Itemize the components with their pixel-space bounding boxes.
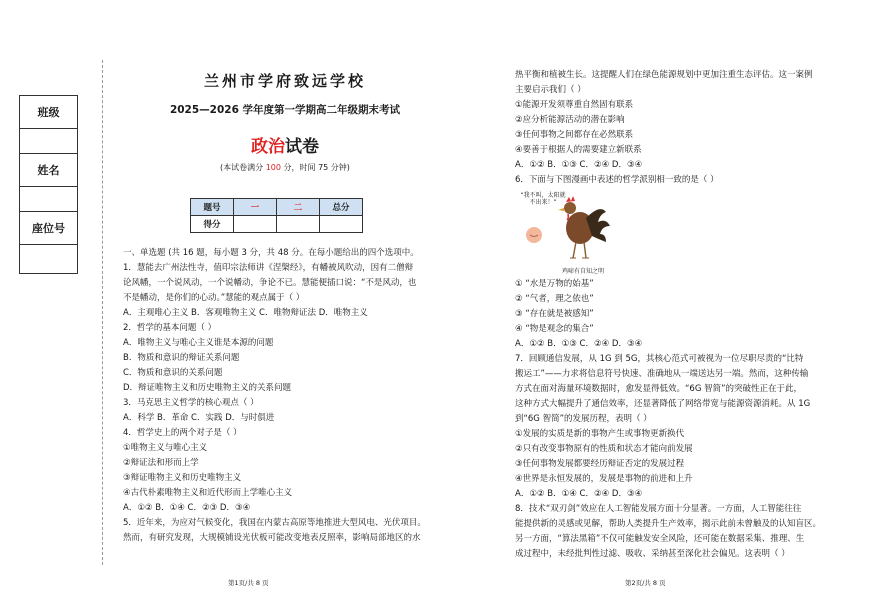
text-line: ②应分析能源活动的潜在影响 — [515, 115, 625, 125]
text-line: 搬运工”——力求将信息符号快速、准确地从一端送达另一端。然而，这种传输 — [515, 369, 809, 379]
text-line: ②只有改变事物原有的性质和状态才能向前发展 — [515, 444, 693, 454]
text-line: 7．回顾通信发展，从 1G 到 5G，其核心范式可被视为一位尽职尽责的“比特 — [515, 354, 804, 364]
binding-line — [102, 60, 103, 565]
seat-label: 座位号 — [20, 212, 77, 245]
text-line: ②辩证法和形而上学 — [123, 458, 199, 468]
sun-shape — [526, 227, 542, 243]
note-prefix: (本试卷满分 — [220, 163, 266, 172]
score-header-cell: 题号 — [191, 199, 234, 216]
text-line: 主要启示我们（ ） — [515, 85, 586, 95]
comic-caption: 鸡啼有自知之明 — [561, 268, 604, 275]
text-line: B．物质和意识的辩证关系问题 — [123, 353, 240, 363]
subject-title — [230, 132, 340, 157]
text-line: 4．哲学史上的两个对子是（ ） — [123, 428, 242, 438]
score-header-cell: 总分 — [320, 199, 363, 216]
text-line: 6．下面与下图漫画中表述的哲学派别相一致的是（ ） — [515, 175, 719, 185]
score-cell[interactable] — [277, 216, 320, 233]
note-suffix: 分，时间 75 分钟) — [281, 163, 350, 172]
text-line: A．主观唯心主义 B．客观唯物主义 C．唯物辩证法 D．唯物主义 — [123, 308, 368, 318]
score-row-label: 得分 — [191, 216, 234, 233]
text-line: 一、单选题 (共 16 题，每小题 3 分，共 48 分。在每小题给出的四个选项中。 — [123, 248, 419, 258]
subject-red: 政治 — [251, 137, 285, 157]
rooster-comic — [520, 190, 620, 275]
name-label: 姓名 — [20, 154, 77, 187]
text-line: 5．近年来，为应对气候变化，我国在内蒙古高原等地推进大型风电、光伏项目。 — [123, 518, 426, 528]
speech-bubble: “我不叫，太阳就不出来！” — [520, 192, 566, 206]
text-line: ④古代朴素唯物主义和近代形而上学唯心主义 — [123, 488, 293, 498]
left-column — [123, 246, 453, 546]
text-line: 另一方面，“算法黑箱”不仅可能触发安全风险，还可能在数据采集、推理、生 — [515, 534, 805, 544]
exam-note — [175, 162, 395, 173]
text-line: ② “气者，理之依也” — [515, 294, 594, 304]
name-field[interactable] — [20, 187, 77, 212]
text-line: 然而，有研究发现，大规模铺设光伏板可能改变地表反照率，影响局部地区的水 — [123, 533, 421, 543]
text-line: A．①② B．①③ C．②④ D．③④ — [515, 160, 643, 170]
text-line: ④世界是永恒发展的，发展是事物的前进和上升 — [515, 474, 693, 484]
text-line: A．科学 B．革命 C．实践 D．与时俱进 — [123, 413, 275, 423]
text-line: ③任何事物发展都要经历辩证否定的发展过程 — [515, 459, 685, 469]
exam-title: 2025—2026 学年度第一学期高二年级期末考试 — [169, 104, 401, 116]
text-line: ④ “物是观念的集合” — [515, 324, 594, 334]
class-field[interactable] — [20, 129, 77, 154]
score-cell[interactable] — [234, 216, 277, 233]
text-line: 2．哲学的基本问题（ ） — [123, 323, 217, 333]
text-line: A．①② B．①④ C．②③ D．③④ — [123, 503, 251, 513]
score-header-cell: 二 — [277, 199, 320, 216]
text-line: ④要善于根据人的需要建立新联系 — [515, 145, 642, 155]
text-line: 1．慧能去广州法性寺，值印宗法师讲《涅槃经》，有幡被风吹动，因有二僧辩 — [123, 263, 414, 273]
text-line: D．辩证唯物主义和历史唯物主义的关系问题 — [123, 383, 292, 393]
text-line: A．①② B．①③ C．②④ D．③④ — [515, 339, 643, 349]
text-line: 论风幡，一个说风动，一个说幡动，争论不已。慧能便插口说：“不是风动，也 — [123, 278, 417, 288]
text-line: ③辩证唯物主义和历史唯物主义 — [123, 473, 242, 483]
subject-black: 试卷 — [285, 137, 319, 157]
score-table — [190, 198, 363, 233]
text-line: 能提供新的灵感或见解，帮助人类提升生产效率，揭示此前未曾触及的认知盲区。 — [515, 519, 822, 529]
text-line: 3．马克思主义哲学的核心观点（ ） — [123, 398, 259, 408]
text-line: ①发展的实质是新的事物产生或事物更新换代 — [515, 429, 685, 439]
text-line: ③ “存在就是被感知” — [515, 309, 594, 319]
note-score: 100 — [265, 163, 281, 172]
text-line: ① “水是万物的始基” — [515, 279, 594, 289]
right-column-top — [515, 68, 855, 188]
student-info-box — [19, 95, 78, 274]
text-line: ①能源开发须尊重自然固有联系 — [515, 100, 634, 110]
text-line: 这种方式大幅提升了通信效率，还显著降低了网络带宽与能源资源消耗。从 1G — [515, 399, 811, 409]
text-line: 8．技术“双刃剑”效应在人工智能发展方面十分显著。一方面，人工智能往往 — [515, 504, 802, 514]
text-line: A．①② B．①④ C．②④ D．③④ — [515, 489, 643, 499]
text-line: 热平衡和植被生长。这提醒人们在绿色能源规划中更加注重生态评估。这一案例 — [515, 70, 813, 80]
school-name: 兰州市学府致远学校 — [203, 72, 366, 90]
text-line: ③任何事物之间都存在必然联系 — [515, 130, 634, 140]
right-column-bottom — [515, 277, 855, 562]
text-line: C．物质和意识的关系问题 — [123, 368, 223, 378]
score-header-row — [191, 199, 363, 216]
page-footer-left: 第1页/共 8 页 — [228, 579, 269, 587]
text-line: 不是幡动，是你们的心动。”慧能的观点属于（ ） — [123, 293, 305, 303]
text-line: 到“6G 智简”的发展历程，表明（ ） — [515, 414, 652, 424]
score-header-cell: 一 — [234, 199, 277, 216]
text-line: ①唯物主义与唯心主义 — [123, 443, 208, 453]
page-footer-right: 第2页/共 8 页 — [625, 579, 666, 587]
class-label: 班级 — [20, 96, 77, 129]
seat-field[interactable] — [20, 245, 77, 273]
score-cell[interactable] — [320, 216, 363, 233]
text-line: 成过程中，未经批判性过滤、吸收、采纳甚至深化社会偏见。这表明（ ） — [515, 549, 790, 559]
text-line: 方式在面对海量环境数据时，愈发显得低效。“6G 智简”的突破性正在于此， — [515, 384, 803, 394]
text-line: A．唯物主义与唯心主义谁是本源的问题 — [123, 338, 274, 348]
score-row — [191, 216, 363, 233]
